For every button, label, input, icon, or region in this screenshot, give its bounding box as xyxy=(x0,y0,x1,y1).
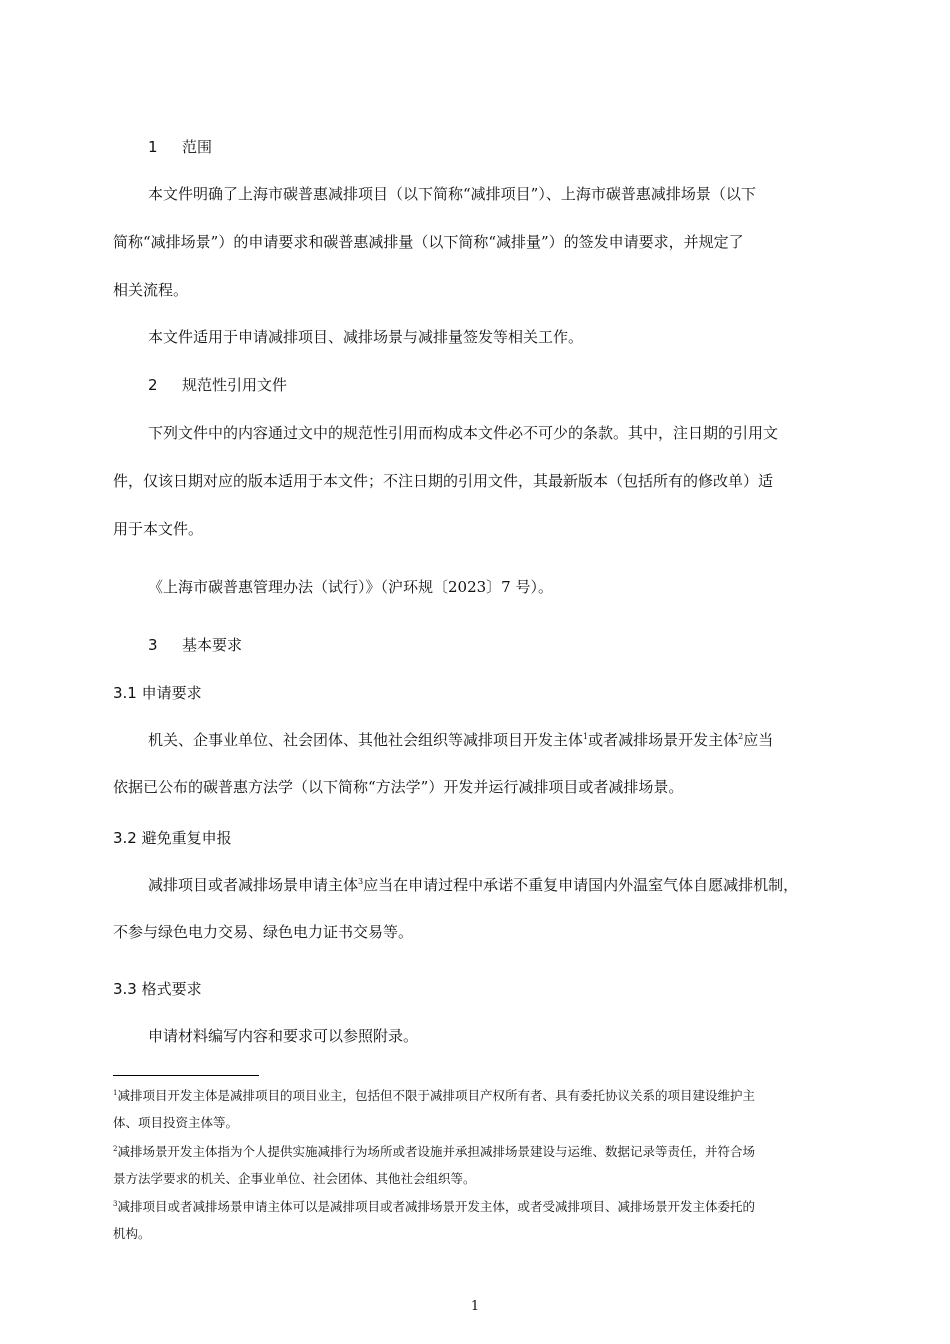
footnote-separator xyxy=(113,1075,259,1076)
page-number: 1 xyxy=(470,1299,480,1314)
paragraph-applicability: 本文件适用于申请减排项目、减排场景与减排量签发等相关工作。 xyxy=(148,328,584,346)
paragraph-format: 申请材料编写内容和要求可以参照附录。 xyxy=(148,1027,419,1045)
footnote-text: 减排项目开发主体是减排项目的项目业主，包括但不限于减排项目产权所有者、具有委托协议关系的项目建设维护主 xyxy=(117,1088,755,1103)
section-title: 范围 xyxy=(182,138,213,156)
section-number: 1 xyxy=(148,138,158,156)
subsection-3-2-heading: 3.2 避免重复申报 xyxy=(113,829,232,847)
paragraph-references-line1: 下列文件中的内容通过文中的规范性引用而构成本文件必不可少的条款。其中，注日期的引用文 xyxy=(148,424,779,442)
paragraph-application-line2: 依据已公布的碳普惠方法学（以下简称“方法学”）开发并运行减排项目或者减排场景。 xyxy=(113,778,684,796)
text-run: 或者减排场景开发主体 xyxy=(588,731,739,749)
footnote-3-line2: 机构。 xyxy=(113,1226,151,1241)
footnote-mark: 2 xyxy=(113,1144,118,1153)
footnote-mark: 1 xyxy=(113,1088,118,1097)
footnote-text: 减排场景开发主体指为个人提供实施减排行为场所或者设施并承担减排场景建设与运维、数据记录等责任，并符合场 xyxy=(117,1144,755,1159)
section-3-heading xyxy=(148,634,242,655)
section-title: 规范性引用文件 xyxy=(182,376,288,394)
section-title: 基本要求 xyxy=(182,636,243,654)
footnote-ref-3: 3 xyxy=(358,877,364,886)
section-number: 2 xyxy=(148,376,158,394)
footnote-2-line2: 景方法学要求的机关、企事业单位、社会团体、其他社会组织等。 xyxy=(113,1171,476,1186)
text-run: 应当 xyxy=(743,731,774,749)
subsection-3-3-heading: 3.3 格式要求 xyxy=(113,980,202,998)
footnote-text: 减排项目或者减排场景申请主体可以是减排项目或者减排场景开发主体，或者受减排项目、减排场景开发主体委托的 xyxy=(117,1199,755,1214)
text-run: 减排项目或者减排场景申请主体 xyxy=(148,876,359,894)
paragraph-application-line1 xyxy=(148,728,773,752)
footnote-3-line1 xyxy=(113,1197,755,1215)
paragraph-scope-line2: 简称“减排场景”）的申请要求和碳普惠减排量（以下简称“减排量”）的签发申请要求，并规定了 xyxy=(113,233,744,251)
section-number: 3 xyxy=(148,636,158,654)
reference-document: 《上海市碳普惠管理办法（试行）》（沪环规〔2023〕7 号）。 xyxy=(148,578,553,596)
subsection-3-1-heading: 3.1 申请要求 xyxy=(113,684,202,702)
footnote-2-line1 xyxy=(113,1142,755,1160)
paragraph-duplicate-line1 xyxy=(148,873,798,897)
footnote-1-line2: 体、项目投资主体等。 xyxy=(113,1115,239,1130)
paragraph-scope-line1: 本文件明确了上海市碳普惠减排项目（以下简称“减排项目”）、上海市碳普惠减排场景（以下 xyxy=(148,185,756,203)
paragraph-references-line2: 件，仅该日期对应的版本适用于本文件；不注日期的引用文件，其最新版本（包括所有的修改单）适 xyxy=(113,472,774,490)
section-1-heading xyxy=(148,136,212,157)
footnote-mark: 3 xyxy=(113,1199,118,1208)
text-run: 机关、企事业单位、社会团体、其他社会组织等减排项目开发主体 xyxy=(148,731,584,749)
paragraph-references-line3: 用于本文件。 xyxy=(113,520,204,538)
footnote-ref-1: 1 xyxy=(583,732,589,741)
footnote-ref-2: 2 xyxy=(738,732,744,741)
section-2-heading xyxy=(148,374,287,395)
paragraph-duplicate-line2: 不参与绿色电力交易、绿色电力证书交易等。 xyxy=(113,923,414,941)
paragraph-scope-line3: 相关流程。 xyxy=(113,281,189,299)
text-run: 应当在申请过程中承诺不重复申请国内外温室气体自愿减排机制， xyxy=(363,876,799,894)
footnote-1-line1 xyxy=(113,1086,755,1104)
